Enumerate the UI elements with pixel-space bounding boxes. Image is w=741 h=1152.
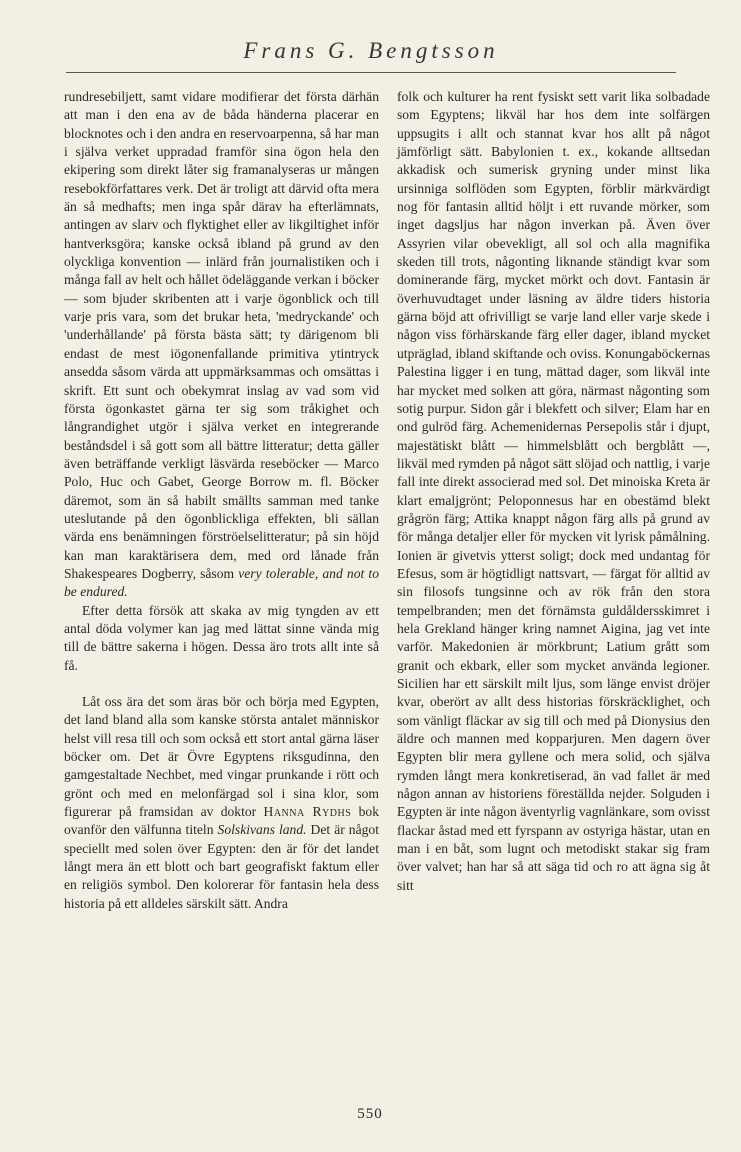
author-name: Hanna Rydhs (263, 804, 352, 820)
paragraph-3-text-a: Låt oss ära det som äras bör och börja med Egypten, det land bland alla som kanske största antalet människor helst vill resa till och som också ett stort antal gärna läser böcker om. Det är Övre Egyptens riksgudinna, den gamgestaltade Nechbet, med vingar prunkande i rött och grönt och med en melonfärgad sol i sina klor, som figurerar på framsidan av doktor (64, 694, 379, 820)
paragraph-3 (64, 693, 379, 913)
right-column-text: folk och kulturer ha rent fysiskt sett varit lika solbadade som Egyptens; likväl har hos dem inte solfärgen uppsugits i allt och stannat kvar hos allt på något jämförligt sätt. Babylonien t. ex., kokande alltsedan akkadisk och sumerisk gryning under minst lika ursinniga solflöden som Egypten, förblir märkvärdigt nog för fantasin alltid höljt i ett ruvande mörker, som inget dagsljus har någon inverkan på. Även över Assyrien vilar obevekligt, all sol och alla magnifika skeden till trots, någonting liknande ständigt kvar som dominerande färg, mycket mörkt och dovt. Fantasin är överhuvudtaget under läsning av äldre tiders historia gärna böjd att ofrivilligt se varje land eller varje skede i någon viss förhärskande färg eller dager, ibland mycket utpräglad, ibland skiftande och oviss. Konungaböckernas Palestina ligger i en tung, mättad dager, som likväl inte har mycket med solken att göra, närmast någonting som sotig purpur. Sidon går i blekfett och silver; Elam har en ond gulröd färg. Achemenidernas Persepolis står i djupt, majestätiskt blått — himmelsblått och bergblått —, likväl med rymden på något sätt slöjad och nattlig, i varje fall inte direkt associerad med sol. Det minoiska Kreta är klart emaljgrönt; Peloponnesus har en obestämd blekt grågrön färg; Attika knappt någon färg alls på grund av för många detaljer eller för mycken vit lyrisk påmålning. Ionien är givetvis ytterst soligt; dock med undantag för Efesus, som är högtidligt nattsvart, — färgat för alltid av sin filosofs tungsinne och av rök från den stora tempelbranden; men det förnämsta guldåldersskimret i hela Grekland hänger kring namnet Aigina, jag vet inte varför. Makedonien är mörkbrunt; Latium grått som granit och ekbark, eller som mycket använda legioner. Sicilien har ett särskilt milt ljus, som länge envist dröjer kvar, oberört av allt dess historias förskräcklighet, och som vänligt fläckar av sig till och med på Dionysius den äldre och mannen med kopparjuren. Men dagern över Egypten blir mera gyllene och mera solid, och själva rymden långt mera konkretiserad, än vad fallet är med någon annan av historiens föreställda nejder. Solguden i Egypten är inte någon äventyrlig vagnlänkare, som ovisst flackar åstad med ett fyrspann av ostyriga hästar, utan en man i en båt, som lugnt och metodiskt stakar sig fram över valvet; han har så att säga tid och ro att ägna sig åt sitt (397, 89, 710, 893)
header-rule (66, 72, 676, 73)
page-number: 550 (357, 1106, 383, 1122)
paragraph-3-text-c: Det är något speciellt med solen över Egypten: den är för det landet långt mera än ett blott och bart geografiskt faktum eller en religiös symbol. Den kolorerar för fantasin hela dess historia på ett alldeles särskilt sätt. Andra (64, 822, 379, 911)
paragraph-1-text: rundresebiljett, samt vidare modifierar det första därhän att man i den ena av de båda händerna placerar en blocknotes och i den andra en reservoarpenna, så har man i själva verket uppradad framför sina ögon hela den ekipering som direkt låter sig framanalyseras ur mången resebokförfattares verk. Det är troligt att därvid ofta mera än så medhafts; men inga spår därav ha efterlämnats, antingen av slarv och flyktighet eller av likgiltighet inför hantverksgöra; kanske också ibland på grund av den olyckliga konvention — inlärd från journalistiken och i många fall av helt och hållet ödeläggande verkan i böcker — som bjuder skribenten att i varje ögonblick och till varje pris vara, som det brukar heta, 'medryckande' och 'underhållande' på första bästa sätt; ty därigenom bli endast de mest iögonenfallande primitiva ytintryck ansedda såsom värda att uppmärksammas och omsättas i skrift. Ett sunt och obekymrat inslag av vad som vid första ögonkastet gärna ter sig som tråkighet och långrandighet utgör i själva verket en integrerande beståndsdel i så gott som all bättre litteratur; detta gäller även beträffande verkligt läsvärda reseböcker — Marco Polo, Huc och Gabet, George Borrow m. fl. Böcker däremot, som än så habilt smällts samman med tanke uteslutande på den ögonblickliga effekten, bli sällan värda ens benämningen förströelselitteratur; på sin höjd kan man karaktärisera dem, med ord lånade från Shakespeares Dogberry, såsom (64, 89, 379, 581)
running-header: Frans G. Bengtsson (243, 38, 499, 63)
paragraph-1 (64, 88, 379, 602)
book-title: Solskivans land. (217, 822, 307, 838)
shakespeare-quote: very tolerable, and not to be endured. (64, 565, 379, 600)
paragraph-3-text-b: bok ovanför den välfunna titeln (64, 804, 379, 838)
paragraph-2: Efter detta försök att skaka av mig tyngden av ett antal döda volymer kan jag med lättat sinne vända mig till de bättre sakerna i högen. Dessa äro trots allt inte så få. (64, 602, 379, 673)
right-column (397, 88, 710, 895)
left-column (64, 88, 379, 913)
